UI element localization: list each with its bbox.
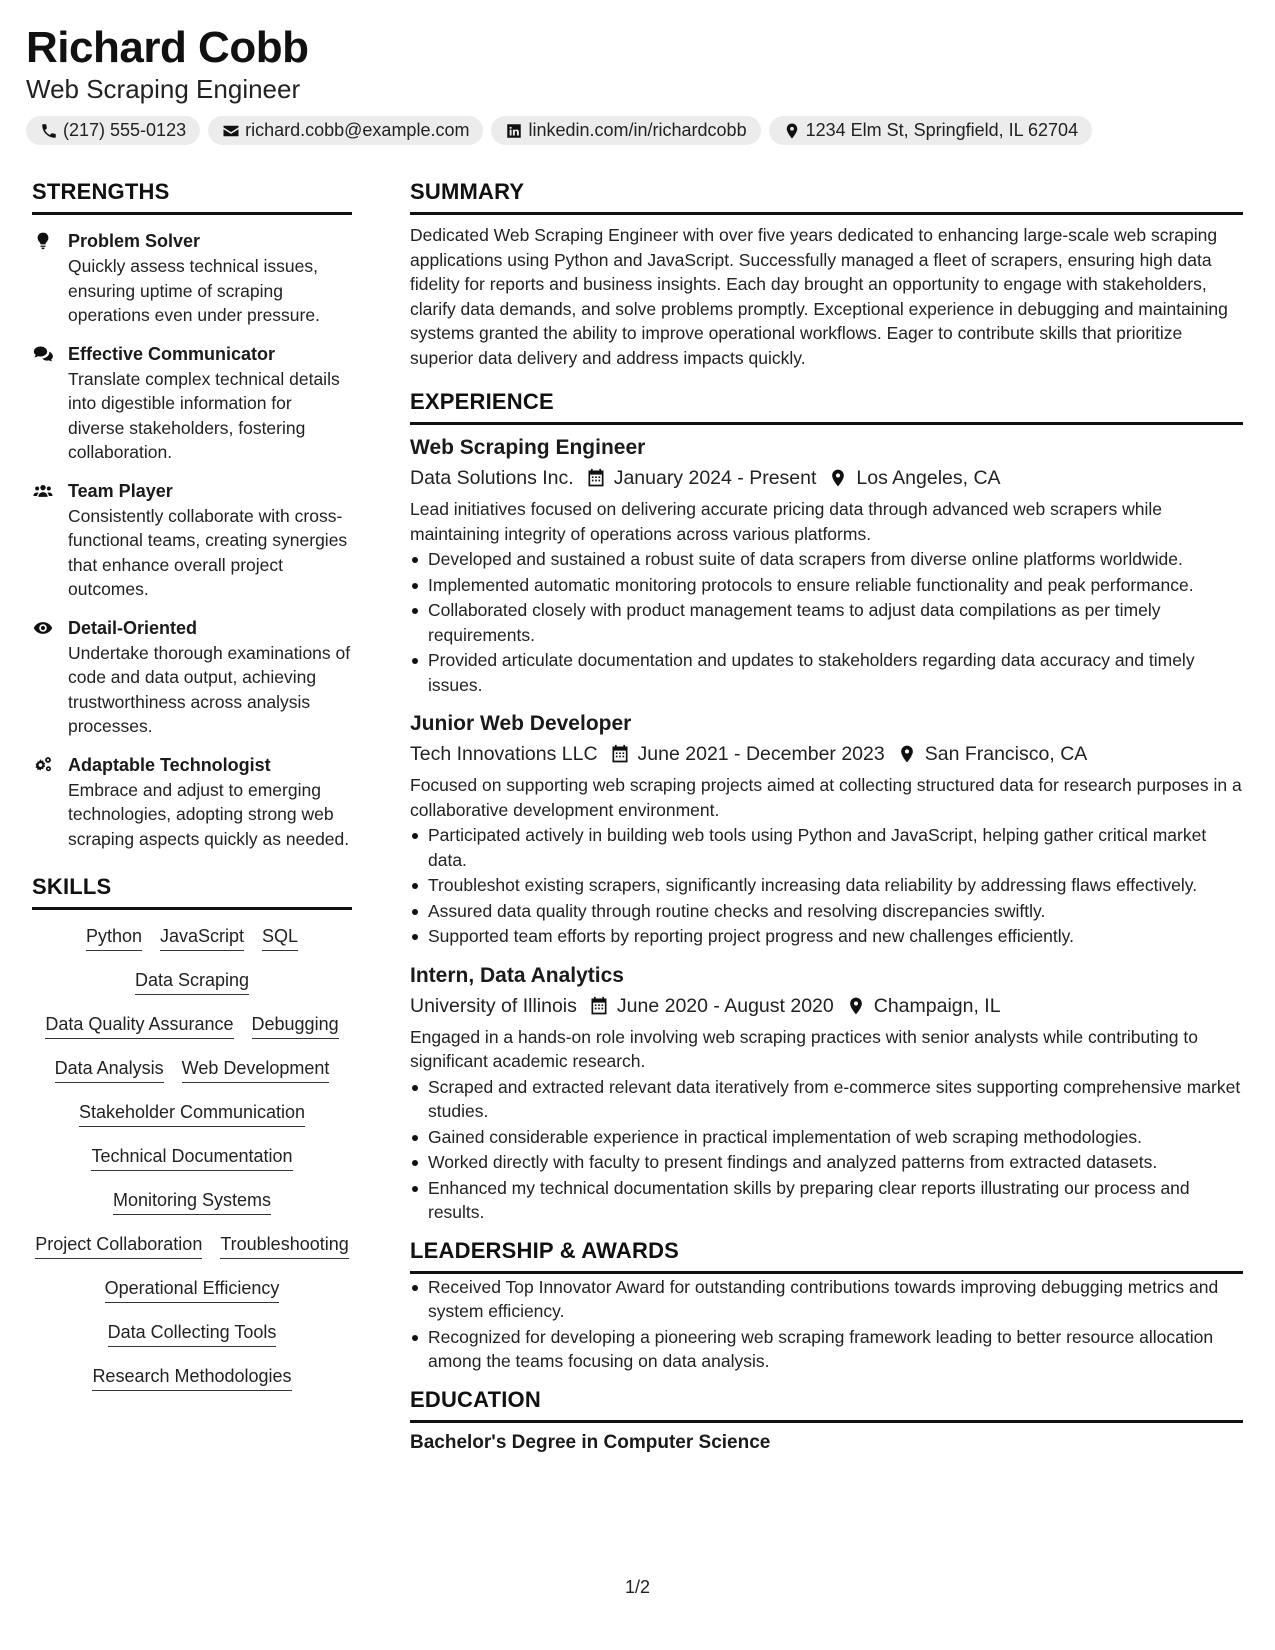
calendar-icon: [589, 996, 609, 1016]
job-entry: [410, 433, 1243, 697]
bullet-item: Scraped and extracted relevant data iteratively from e-commerce sites supporting comprehensive market studies.: [410, 1075, 1243, 1124]
job-bullets: [410, 823, 1243, 949]
map-marker-icon: [828, 468, 848, 488]
strength-item: [32, 616, 352, 739]
bullet-item: Received Top Innovator Award for outstanding contributions towards improving debugging metrics and system efficiency.: [410, 1275, 1243, 1324]
job-desc: Engaged in a hands-on role involving web scraping practices with senior analysts while contributing to significant academic research.: [410, 1026, 1198, 1071]
page-number: 1/2: [624, 1577, 651, 1597]
skill-tag: Data Analysis: [55, 1056, 164, 1083]
job-dates: January 2024 - Present: [613, 467, 817, 489]
strength-desc: Embrace and adjust to emerging technologies, adopting strong web scraping aspects quickly as needed.: [68, 779, 350, 849]
job-entry: [410, 709, 1243, 949]
job-meta: [410, 739, 1243, 769]
skill-tag: Operational Efficiency: [105, 1276, 280, 1303]
lightbulb-icon: [32, 231, 54, 251]
skill-tag: Python: [86, 924, 142, 951]
skill-tag: Data Collecting Tools: [108, 1320, 277, 1347]
leadership-heading: LEADERSHIP & AWARDS: [410, 1237, 1243, 1274]
strength-title: Detail-Oriented: [68, 617, 198, 638]
bullet-item: Troubleshot existing scrapers, significantly increasing data reliability by addressing flaws effectively.: [410, 873, 1243, 898]
resume-header: [26, 22, 1256, 145]
strength-title: Effective Communicator: [68, 343, 276, 364]
summary-text: Dedicated Web Scraping Engineer with over five years dedicated to enhancing large-scale web scraping applications using Python and JavaScript. Successfully managed a fleet of scrapers, ensuring high data fidelity for reports and business insights. Each day brought an opportunity to engage with stakeholders, clarify data demands, and solve problems promptly. Exceptional experience in debugging and maintaining systems granted the ability to improve operational workflows. Eager to contribute skills that prioritize superior data delivery and address impacts quickly.: [410, 225, 1228, 368]
bullet-item: Recognized for developing a pioneering web scraping framework leading to better resource allocation among the teams focusing on data analysis.: [410, 1325, 1243, 1374]
job-company: Data Solutions Inc.: [410, 467, 574, 489]
strength-desc: Translate complex technical details into digestible information for diverse stakeholders, fostering collaboration.: [68, 368, 340, 462]
job-role: Intern, Data Analytics: [410, 963, 624, 987]
skill-tag: Research Methodologies: [92, 1364, 291, 1391]
job-entry: [410, 961, 1243, 1225]
bullet-item: Participated actively in building web tools using Python and JavaScript, helping gather critical market data.: [410, 823, 1243, 872]
summary-heading: SUMMARY: [410, 178, 1243, 215]
skill-tag: Data Quality Assurance: [45, 1012, 233, 1039]
bullet-item: Assured data quality through routine checks and resolving discrepancies swiftly.: [410, 899, 1243, 924]
users-icon: [32, 481, 54, 501]
skill-tag: Technical Documentation: [91, 1144, 292, 1171]
contact-email-text: richard.cobb@example.com: [245, 120, 470, 140]
bullet-item: Gained considerable experience in practical implementation of web scraping methodologies.: [410, 1125, 1243, 1150]
bullet-item: Developed and sustained a robust suite of data scrapers from diverse online platforms worldwide.: [410, 547, 1243, 572]
job-company: Tech Innovations LLC: [410, 743, 598, 765]
job-role: Web Scraping Engineer: [410, 436, 646, 459]
skill-tag: Data Scraping: [135, 968, 249, 995]
contact-email[interactable]: [208, 116, 483, 145]
bullet-item: Supported team efforts by reporting project progress and new challenges efficiently.: [410, 924, 1243, 949]
map-marker-icon: [897, 744, 917, 764]
candidate-name: Richard Cobb: [26, 23, 309, 72]
job-meta: [410, 991, 1243, 1021]
candidate-title: Web Scraping Engineer: [26, 74, 301, 104]
job-company: University of Illinois: [410, 994, 577, 1017]
skill-tag: Web Development: [182, 1056, 330, 1083]
leadership-list: [410, 1275, 1243, 1374]
bullet-item: Worked directly with faculty to present findings and analyzed patterns from extracted datasets.: [410, 1150, 1243, 1175]
contact-phone[interactable]: [26, 116, 200, 145]
strength-title: Team Player: [68, 480, 173, 501]
bullet-item: Provided articulate documentation and updates to stakeholders regarding data accuracy and timely issues.: [410, 648, 1243, 697]
job-dates: June 2020 - August 2020: [616, 994, 834, 1017]
job-location: Los Angeles, CA: [856, 467, 1001, 489]
strength-item: [32, 229, 352, 328]
strength-item: [32, 753, 352, 852]
strength-title: Adaptable Technologist: [68, 754, 271, 775]
bullet-item: Collaborated closely with product management teams to adjust data compilations as per timely requirements.: [410, 598, 1243, 647]
contact-bar: [26, 116, 1256, 145]
contact-linkedin-text: linkedin.com/in/richardcobb: [528, 120, 747, 140]
contact-linkedin[interactable]: [491, 116, 760, 145]
skill-tag: Debugging: [252, 1012, 339, 1039]
strength-desc: Quickly assess technical issues, ensuring uptime of scraping operations even under pressure.: [68, 256, 320, 325]
linkedin-icon: [505, 122, 523, 140]
calendar-icon: [610, 744, 630, 764]
skills-heading: SKILLS: [32, 873, 352, 910]
contact-phone-text: (217) 555-0123: [63, 120, 187, 140]
map-marker-icon: [783, 122, 801, 140]
skill-tag: Troubleshooting: [220, 1232, 348, 1259]
skill-tag: Project Collaboration: [35, 1232, 202, 1259]
job-desc: Lead initiatives focused on delivering accurate pricing data through advanced web scrapers while maintaining integrity of operations across various platforms.: [410, 499, 1162, 544]
job-location: San Francisco, CA: [924, 743, 1088, 765]
skill-tag: Stakeholder Communication: [79, 1100, 305, 1127]
eye-icon: [32, 618, 54, 638]
cogs-icon: [32, 755, 54, 775]
map-marker-icon: [846, 996, 866, 1016]
bullet-item: Implemented automatic monitoring protocols to ensure reliable functionality and peak performance.: [410, 573, 1243, 598]
bullet-item: Enhanced my technical documentation skills by preparing clear reports illustrating our process and results.: [410, 1176, 1243, 1225]
skill-tag: Monitoring Systems: [113, 1188, 271, 1215]
comments-icon: [32, 344, 54, 364]
job-bullets: [410, 547, 1243, 697]
contact-address: [769, 116, 1093, 145]
envelope-icon: [222, 122, 240, 140]
experience-heading: EXPERIENCE: [410, 388, 1243, 425]
skill-tag: JavaScript: [160, 924, 244, 951]
strength-desc: Consistently collaborate with cross-functional teams, creating synergies that enhance overall project outcomes.: [68, 505, 348, 599]
strength-item: [32, 342, 352, 465]
strengths-heading: STRENGTHS: [32, 178, 352, 215]
job-location: Champaign, IL: [873, 994, 1001, 1017]
job-role: Junior Web Developer: [410, 712, 632, 735]
left-column: [32, 178, 352, 1391]
job-meta: [410, 463, 1243, 493]
job-dates: June 2021 - December 2023: [637, 743, 885, 765]
job-bullets: [410, 1075, 1243, 1225]
strength-item: [32, 479, 352, 602]
strength-desc: Undertake thorough examinations of code and data output, achieving trustworthiness across analysis processes.: [68, 642, 351, 736]
skill-tag: SQL: [262, 924, 298, 951]
job-desc: Focused on supporting web scraping projects aimed at collecting structured data for research purposes in a collaborative development environment.: [410, 775, 1242, 820]
calendar-icon: [586, 468, 606, 488]
education-heading: EDUCATION: [410, 1386, 1243, 1423]
strength-title: Problem Solver: [68, 231, 201, 251]
skills-list: [32, 924, 352, 1391]
education-degree: Bachelor's Degree in Computer Science: [410, 1431, 771, 1453]
right-column: [410, 178, 1243, 1457]
phone-icon: [40, 122, 58, 140]
contact-address-text: 1234 Elm St, Springfield, IL 62704: [805, 120, 1079, 140]
